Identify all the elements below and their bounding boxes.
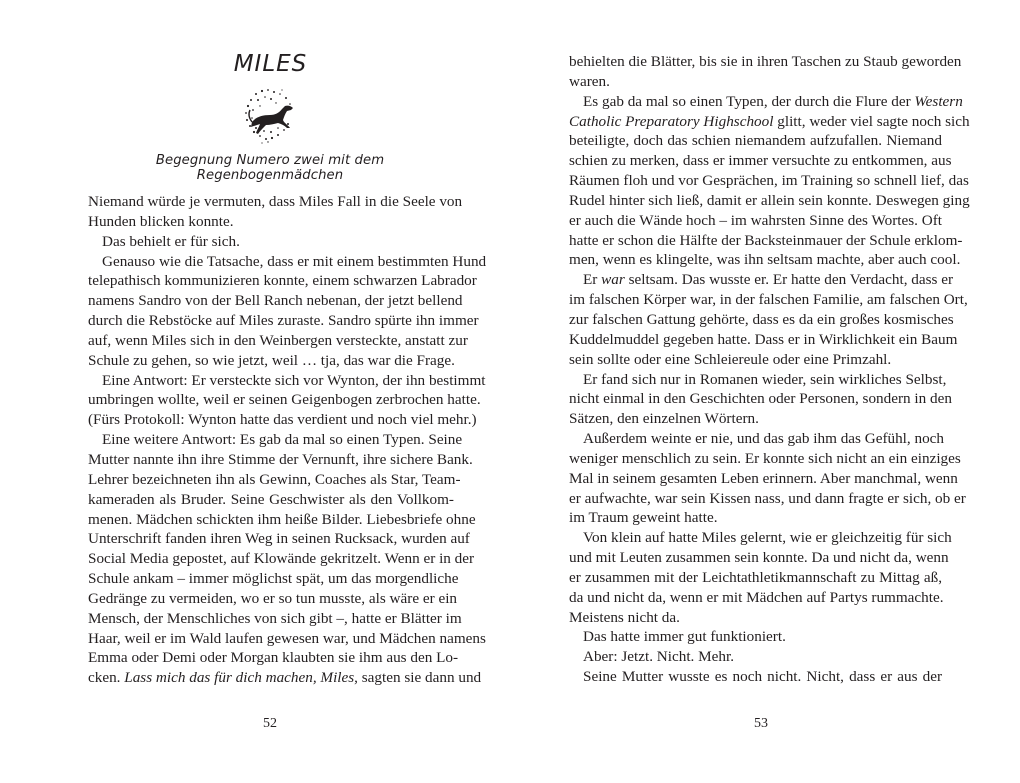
text-line: schien zu merken, dass er immer versuchte zu entkommen, aus (569, 152, 952, 170)
text-line: umbringen wollte, weil er seinen Geigenbogen zerbrochen hatte. (88, 391, 481, 409)
text-line: nicht einmal in den Geschichten oder Personen, sondern in den (569, 390, 952, 408)
page-number: 53 (754, 716, 768, 731)
text-line: Aber: Jetzt. Nicht. Mehr. (583, 648, 734, 666)
italic-text: war (601, 271, 625, 289)
text-line: Mutter nannte ihn ihre Stimme der Vernunft, ihre sichere Bank. (88, 450, 473, 468)
text-line: hatte er schon die Hälfte der Backsteinmauer der Schule erklom- (569, 231, 963, 249)
text-line: Meistens nicht da. (569, 608, 680, 626)
text-line: Niemand würde je vermuten, dass Miles Fall in die Seele von (88, 193, 463, 210)
text-line: auf, wenn Miles sich in den Weinbergen versteckte, anstatt zur (88, 331, 468, 349)
text-line: Das behielt er für sich. (102, 232, 240, 250)
text-line: behielten die Blätter, bis sie in ihren Taschen zu Staub geworden (569, 53, 962, 70)
text-line: Das hatte immer gut funktioniert. (583, 628, 786, 646)
text-line: Gedränge zu vermeiden, wo er so tun musste, als wäre er ein (88, 589, 458, 607)
text-fragment: glitt, weder viel sagte noch sich (773, 112, 970, 130)
text-line: da und nicht da, wenn er mit Mädchen auf Partys rummachte. (569, 588, 944, 606)
text-line: Mal in seinem gesamten Leben erinnern. Aber manchmal, wenn (569, 469, 958, 487)
text-line: Lehrer bezeichneten ihn als Gewinn, Coaches als Star, Team- (88, 470, 461, 488)
body-text (88, 192, 487, 688)
text-line: Sätzen, den einzelnen Wörtern. (569, 410, 759, 428)
text-line: Er fand sich nur in Romanen wieder, sein wirkliches Selbst, (583, 370, 947, 388)
text-line: Eine Antwort: Er versteckte sich vor Wynton, der ihn bestimmt (102, 371, 486, 389)
text-line: durch die Rebstöcke auf Miles zuraste. Sandro spürte ihn immer (88, 312, 479, 330)
text-line: im falschen Körper war, in der falschen Familie, am falschen Ort, (569, 291, 968, 309)
text-line: kameraden als Bruder. Seine Geschwister als den Vollkom- (88, 490, 454, 508)
right-page (510, 0, 1020, 783)
italic-text: Western (914, 92, 963, 110)
text-line: im Traum geweint hatte. (569, 509, 718, 527)
text-line: waren. (569, 72, 610, 90)
text-fragment: seltsam. Das wusste er. Er hatte den Verdacht, dass er (624, 271, 954, 289)
text-line: menen. Mädchen schickten ihm heiße Bilder. Liebesbriefe ohne (88, 510, 476, 528)
text-line: Social Media gepostet, auf Klowände gekritzelt. Wenn er in der (88, 550, 475, 568)
text-line: namens Sandro von der Bell Ranch nebenan, der jetzt bellend (88, 292, 463, 310)
text-line (569, 92, 963, 112)
text-line: zur falschen Gattung gehörte, dass es da ein großes kosmisches (569, 310, 954, 328)
text-line: sein sollte oder eine Schleiereule oder eine Primzahl. (569, 350, 892, 368)
text-line: men, wenn es klingelte, was ihn seltsam machte, aber auch cool. (569, 251, 961, 269)
italic-text: Catholic Preparatory Highschool (569, 112, 774, 130)
text-line: Rudel hinter sich ließ, damit er allein sein konnte. Deswegen ging (569, 191, 970, 209)
page-number: 52 (263, 716, 277, 731)
text-line (569, 112, 970, 132)
text-line: Schule zu gehen, so wie jetzt, weil … tja, das war die Frage. (88, 351, 455, 369)
text-line: er auch die Wände hoch – im wahrsten Sinne des Wortes. Oft (569, 211, 942, 229)
text-line: Kuddelmuddel gegeben hatte. Dass er in Wirklichkeit ein Baum (569, 330, 958, 348)
body-text (569, 52, 970, 687)
dog-illustration-icon (238, 84, 302, 146)
chapter-title: MILES (233, 51, 308, 77)
text-line: Hunden blicken konnte. (88, 212, 234, 230)
text-fragment: Es gab da mal so einen Typen, der durch die Flure der (583, 92, 915, 110)
text-line: und mit Leuten zusammen sein konnte. Da und nicht da, wenn (569, 549, 949, 567)
text-line: Von klein auf hatte Miles gelernt, wie er gleichzeitig für sich (583, 529, 952, 547)
text-line: Emma oder Demi oder Morgan klaubten sie ihm aus den Lo- (88, 649, 459, 667)
text-line (88, 668, 482, 688)
text-line: telepathisch kommunizieren konnte, einem schwarzen Labrador (88, 272, 477, 290)
text-line: Eine weitere Antwort: Es gab da mal so einen Typen. Seine (102, 431, 463, 449)
text-line: (Fürs Protokoll: Wynton hatte das verdient und noch viel mehr.) (88, 411, 477, 429)
text-fragment: Er (583, 271, 602, 289)
text-line: Haar, weil er im Wald laufen gewesen war, und Mädchen namens (88, 629, 486, 647)
text-line: Außerdem weinte er nie, und das gab ihm das Gefühl, noch (583, 430, 945, 448)
text-fragment: , sagten sie dann und (354, 669, 482, 687)
chapter-subtitle: Begegnung Numero zwei mit dem Regenbogenmädchen (155, 153, 385, 183)
text-line: Schule ankam – immer möglichst spät, um das morgendliche (88, 570, 459, 588)
text-fragment: cken. (88, 669, 125, 687)
text-line: Räumen floh und vor Gesprächen, im Training so schnell lief, das (569, 172, 969, 190)
text-line: Unterschrift fanden ihren Weg in seinen Rucksack, wurden auf (88, 530, 470, 548)
text-line: er aufwachte, war sein Kissen nass, und dann fragte er sich, ob er (569, 489, 966, 507)
text-line: weniger menschlich zu sein. Er konnte sich nicht an ein einziges (569, 449, 961, 467)
text-line: Seine Mutter wusste es noch nicht. Nicht, dass er aus der (583, 668, 942, 686)
text-line: er zusammen mit der Leichtathletikmannschaft zu Mittag aß, (569, 568, 942, 586)
text-line: Genauso wie die Tatsache, dass er mit einem bestimmten Hund (102, 252, 487, 270)
text-line (569, 270, 954, 290)
text-line: beteiligte, doch das schien niemandem aufzufallen. Niemand (569, 132, 942, 150)
italic-text: Lass mich das für dich machen, Miles (124, 669, 355, 687)
text-line: Mensch, der Menschliches von sich gibt –, hatte er Blätter im (88, 609, 462, 627)
